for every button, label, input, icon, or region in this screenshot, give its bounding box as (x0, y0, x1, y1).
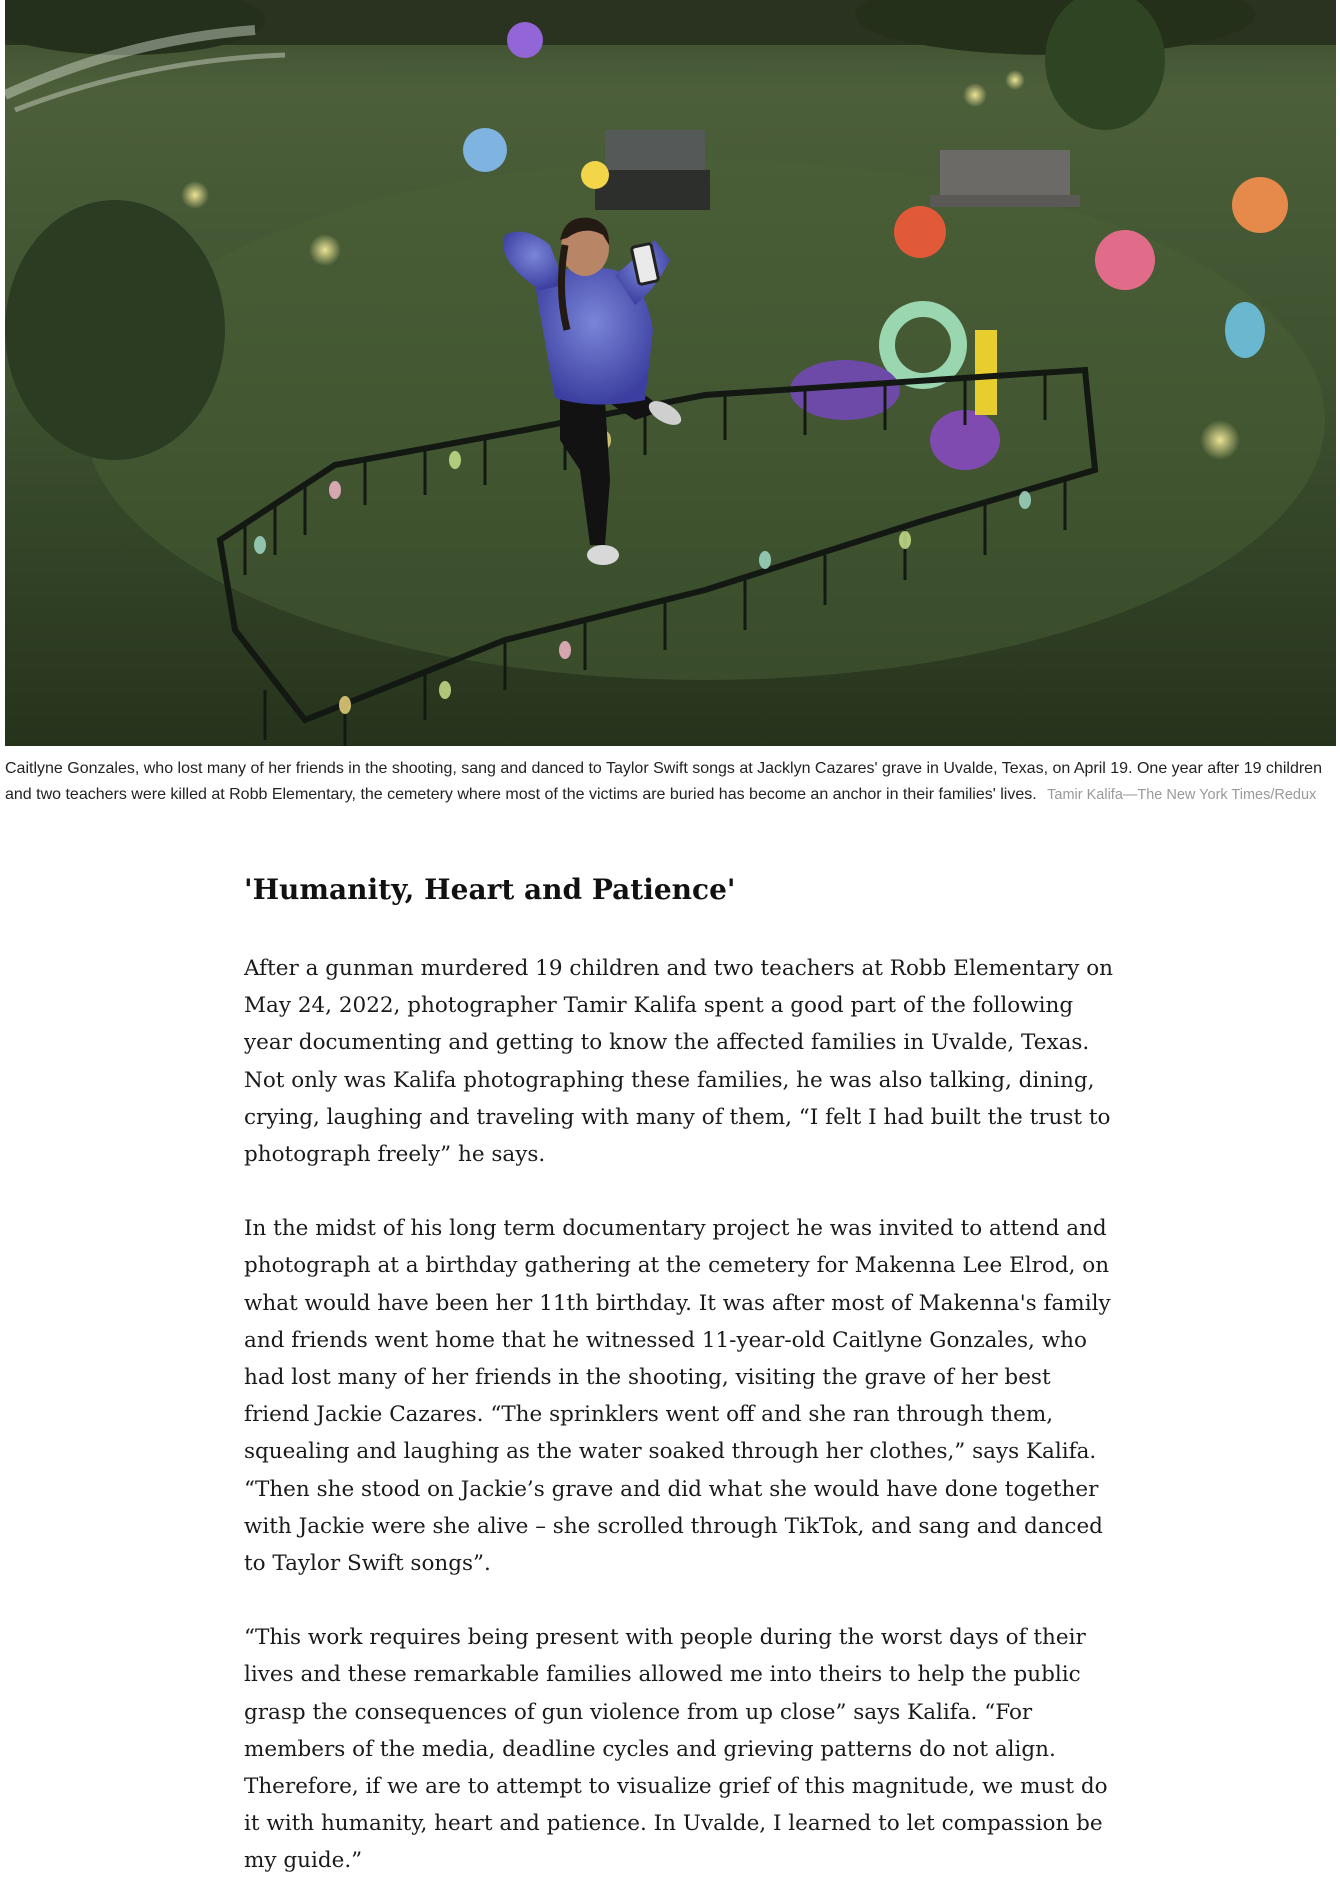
article-photo (5, 0, 1336, 746)
section-heading: 'Humanity, Heart and Patience' (244, 873, 736, 906)
article-paragraph: After a gunman murdered 19 children and two teachers at Robb Elementary on May 24, 2022, photographer Tamir Kalifa spent a good part of the following year documenting and getting to know the affected families in Uvalde, Texas. Not only was Kalifa photographing these families, he was also talking, dining, crying, laughing and traveling with many of them, “I felt I had built the trust to photograph freely” he says. (244, 956, 1114, 1168)
article-body (244, 870, 1114, 1900)
caption-text: Caitlyne Gonzales, who lost many of her friends in the shooting, sang and danced to Taylor Swift songs at Jacklyn Cazares' grave in Uvalde, Texas, on April 19. One year after 19 children and two teachers were killed at Robb Elementary, the cemetery where most of the victims are buried has become an anchor in their families' lives. (5, 760, 1322, 803)
article-paragraph: “This work requires being present with people during the worst days of their lives and these remarkable families allowed me into theirs to help the public grasp the consequences of gun violence from up close” says Kalifa. “For members of the media, deadline cycles and grieving patterns do not align. Therefore, if we are to attempt to visualize grief of this magnitude, we must do it with humanity, heart and patience. In Uvalde, I learned to let compassion be my guide.” (244, 1625, 1108, 1874)
photo-credit: Tamir Kalifa—The New York Times/Redux (1047, 787, 1317, 803)
article-paragraph: In the midst of his long term documentary project he was invited to attend and photograph at a birthday gathering at the cemetery for Makenna Lee Elrod, on what would have been her 11th birthday. It was after most of Makenna's family and friends went home that he witnessed 11-year-old Caitlyne Gonzales, who had lost many of her friends in the shooting, visiting the grave of her best friend Jackie Cazares. “The sprinklers went off and she ran through them, squealing and laughing as the water soaked through her clothes,” says Kalifa. “Then she stood on Jackie’s grave and did what she would have done together with Jackie were she alive – she scrolled through TikTok, and sang and danced to Taylor Swift songs”. (244, 1216, 1111, 1577)
photo-illustration (5, 0, 1336, 746)
photo-caption (5, 756, 1331, 808)
